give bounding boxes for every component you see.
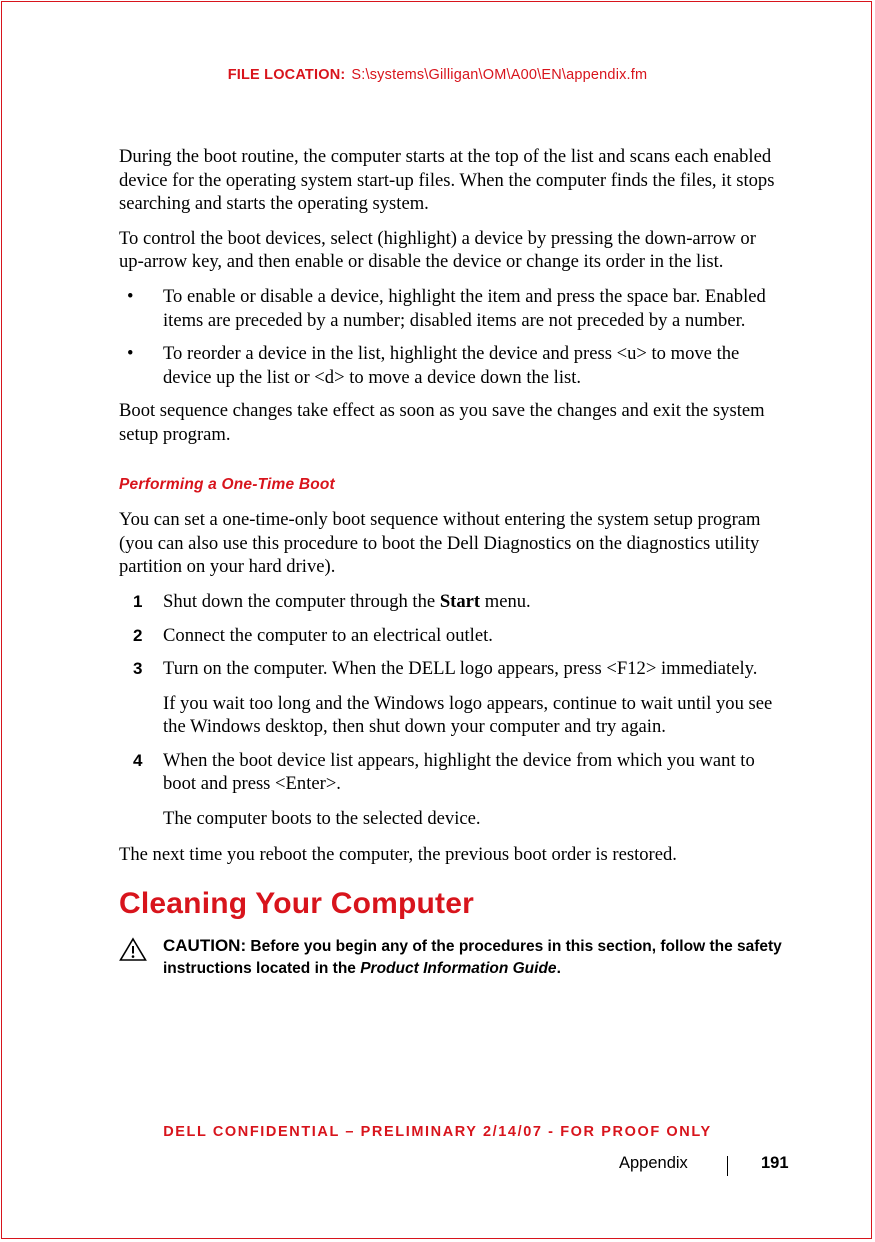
caution-end: . <box>556 960 561 978</box>
step-note: If you wait too long and the Windows logo appears, continue to wait until you see the Windows desktop, then shut down your computer and try again. <box>163 692 773 738</box>
step-text: When the boot device list appears, highlight the device from which you want to boot and press <Enter>. <box>163 749 755 795</box>
file-location-label: FILE LOCATION: <box>227 67 346 83</box>
bullet-list <box>119 285 784 389</box>
step-text: Shut down the computer through the <box>163 590 440 612</box>
caution-text: Before you begin any of the procedures in this section, follow the safety instructions located in the <box>163 938 782 978</box>
step-bold-text: Start <box>439 590 481 612</box>
step-note: The computer boots to the selected device. <box>163 808 481 830</box>
confidential-footer: DELL CONFIDENTIAL – PRELIMINARY 2/14/07 - FOR PROOF ONLY <box>163 1124 712 1140</box>
list-item <box>119 342 784 389</box>
step-item <box>119 657 784 739</box>
step-text: Connect the computer to an electrical outlet. <box>163 624 493 646</box>
step-number: 4 <box>133 750 143 770</box>
file-location-header <box>0 67 875 83</box>
bullet-text: To reorder a device in the list, highlight the device and press <u> to move the device up the list or <d> to move a device down the list. <box>163 343 740 388</box>
step-number: 2 <box>133 625 143 645</box>
step-text-end: menu. <box>480 590 531 612</box>
caution-guide-title: Product Information Guide <box>360 960 557 978</box>
page-content <box>119 145 784 980</box>
bullet-marker: • <box>127 343 134 365</box>
file-location-path: S:\systems\Gilligan\OM\A00\EN\appendix.fm <box>351 67 648 83</box>
caution-notice <box>119 935 784 980</box>
page-number: 191 <box>761 1154 789 1172</box>
bullet-marker: • <box>127 285 134 307</box>
step-item <box>119 590 784 614</box>
heading-cleaning-your-computer: Cleaning Your Computer <box>119 887 474 921</box>
step-item <box>119 749 784 831</box>
step-text: Turn on the computer. When the DELL logo appears, press <F12> immediately. <box>163 658 758 680</box>
bullet-text: To enable or disable a device, highlight the item and press the space bar. Enabled items are preceded by a number; disabled items are not preceded by a number. <box>163 285 766 331</box>
step-number: 1 <box>133 591 143 611</box>
paragraph-boot-routine: During the boot routine, the computer starts at the top of the list and scans each enabled device for the operating system start-up files. When the computer finds the files, it stops searching and starts the operating system. <box>119 146 775 215</box>
step-number: 3 <box>133 659 143 679</box>
footer-section-name: Appendix <box>619 1154 688 1172</box>
paragraph-one-time-boot: You can set a one-time-only boot sequence without entering the system setup program (you can also use this procedure to boot the Dell Diagnostics on the diagnostics utility partition on your hard drive). <box>119 509 761 578</box>
steps-list <box>119 590 784 831</box>
list-item <box>119 285 784 332</box>
paragraph-previous-boot-order: The next time you reboot the computer, the previous boot order is restored. <box>119 843 677 865</box>
subheading-one-time-boot: Performing a One-Time Boot <box>119 475 335 493</box>
footer-divider <box>727 1156 728 1176</box>
caution-triangle-icon <box>119 937 147 969</box>
paragraph-control-boot-devices: To control the boot devices, select (highlight) a device by pressing the down-arrow or up-arrow key, and then enable or disable the device or change its order in the list. <box>119 227 756 273</box>
caution-label: CAUTION: <box>163 936 247 956</box>
paragraph-boot-sequence-changes: Boot sequence changes take effect as soon as you save the changes and exit the system setup program. <box>119 400 765 445</box>
step-item <box>119 624 784 648</box>
